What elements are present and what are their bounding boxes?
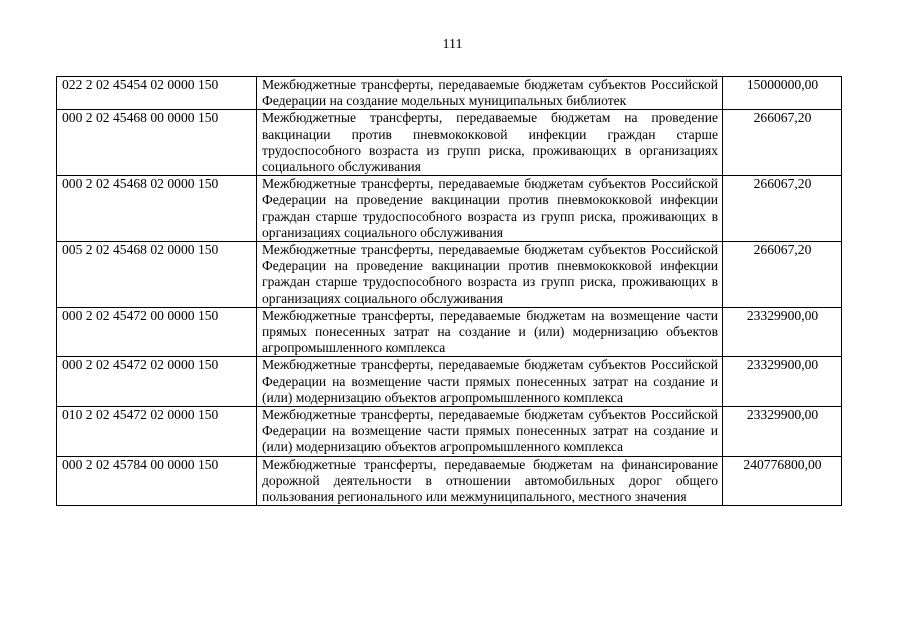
amount-cell: 23329900,00 bbox=[723, 307, 842, 357]
budget-code-cell: 000 2 02 45784 00 0000 150 bbox=[57, 456, 257, 506]
amount-cell: 23329900,00 bbox=[723, 407, 842, 457]
table-row bbox=[57, 242, 842, 308]
amount-cell: 23329900,00 bbox=[723, 357, 842, 407]
description-cell: Межбюджетные трансферты, передаваемые бюджетам субъектов Российской Федерации на создание модельных муниципальных библиотек bbox=[257, 77, 723, 110]
table-row bbox=[57, 176, 842, 242]
description-cell: Межбюджетные трансферты, передаваемые бюджетам на проведение вакцинации против пневмококковой инфекции граждан старше трудоспособного возраста из групп риска, проживающих в организациях социального обслуживания bbox=[257, 110, 723, 176]
amount-cell: 266067,20 bbox=[723, 110, 842, 176]
budget-code-cell: 000 2 02 45468 02 0000 150 bbox=[57, 176, 257, 242]
budget-table-body bbox=[57, 77, 842, 506]
table-row bbox=[57, 357, 842, 407]
amount-cell: 266067,20 bbox=[723, 176, 842, 242]
table-row bbox=[57, 407, 842, 457]
budget-code-cell: 000 2 02 45472 02 0000 150 bbox=[57, 357, 257, 407]
budget-code-cell: 022 2 02 45454 02 0000 150 bbox=[57, 77, 257, 110]
description-cell: Межбюджетные трансферты, передаваемые бюджетам субъектов Российской Федерации на проведение вакцинации против пневмококковой инфекции граждан старше трудоспособного возраста из групп риска, проживающих в организациях социального обслуживания bbox=[257, 176, 723, 242]
budget-code-cell: 000 2 02 45468 00 0000 150 bbox=[57, 110, 257, 176]
budget-code-cell: 005 2 02 45468 02 0000 150 bbox=[57, 242, 257, 308]
amount-cell: 15000000,00 bbox=[723, 77, 842, 110]
table-row bbox=[57, 307, 842, 357]
description-cell: Межбюджетные трансферты, передаваемые бюджетам субъектов Российской Федерации на возмещение части прямых понесенных затрат на создание и (или) модернизацию объектов агропромышленного комплекса bbox=[257, 407, 723, 457]
table-row bbox=[57, 110, 842, 176]
amount-cell: 240776800,00 bbox=[723, 456, 842, 506]
description-cell: Межбюджетные трансферты, передаваемые бюджетам субъектов Российской Федерации на проведение вакцинации против пневмококковой инфекции граждан старше трудоспособного возраста из групп риска, проживающих в организациях социального обслуживания bbox=[257, 242, 723, 308]
budget-code-cell: 000 2 02 45472 00 0000 150 bbox=[57, 307, 257, 357]
amount-cell: 266067,20 bbox=[723, 242, 842, 308]
description-cell: Межбюджетные трансферты, передаваемые бюджетам субъектов Российской Федерации на возмещение части прямых понесенных затрат на создание и (или) модернизацию объектов агропромышленного комплекса bbox=[257, 357, 723, 407]
table-row bbox=[57, 77, 842, 110]
budget-code-cell: 010 2 02 45472 02 0000 150 bbox=[57, 407, 257, 457]
budget-table bbox=[56, 76, 842, 506]
description-cell: Межбюджетные трансферты, передаваемые бюджетам на возмещение части прямых понесенных затрат на создание и (или) модернизацию объектов агропромышленного комплекса bbox=[257, 307, 723, 357]
table-row bbox=[57, 456, 842, 506]
page-number: 111 bbox=[442, 37, 463, 52]
description-cell: Межбюджетные трансферты, передаваемые бюджетам на финансирование дорожной деятельности в отношении автомобильных дорог общего пользования регионального или межмуниципального, местного значения bbox=[257, 456, 723, 506]
